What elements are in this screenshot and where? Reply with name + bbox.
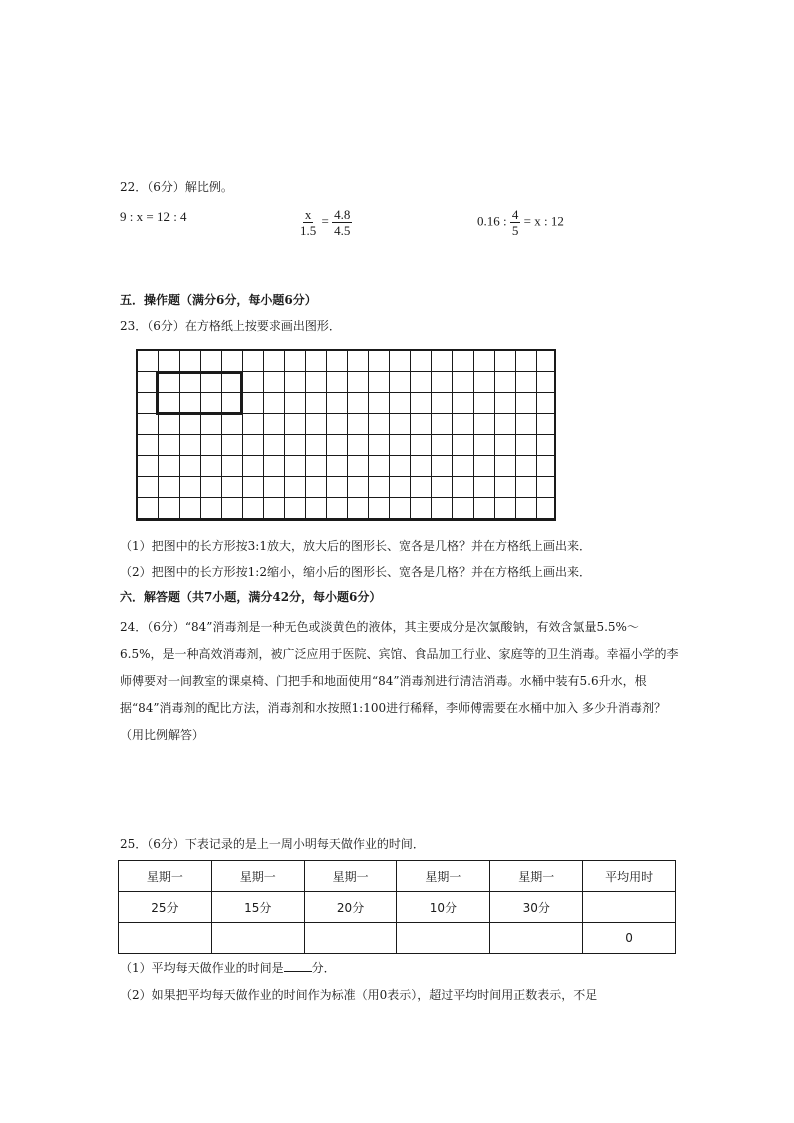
q22-equation-1: 9 : x = 12 : 4 — [120, 209, 187, 224]
q25-sub-1-suffix: 分． — [311, 961, 336, 975]
table-cell-blank[interactable] — [119, 923, 212, 954]
header-cell: 星期一 — [304, 861, 397, 892]
given-rectangle — [156, 371, 243, 415]
table-cell: 0 — [583, 923, 676, 954]
table-row — [119, 923, 676, 954]
table-cell: 20分 — [304, 892, 397, 923]
header-cell: 星期一 — [119, 861, 212, 892]
table-header-row — [119, 861, 676, 892]
table-row — [119, 892, 676, 923]
table-cell-blank[interactable] — [304, 923, 397, 954]
table-cell: 30分 — [490, 892, 583, 923]
numerator: x — [304, 207, 312, 222]
numerator: 4 — [511, 207, 519, 222]
q25-sub-2: （2）如果把平均每天做作业的时间作为标准（用0表示），超过平均时间用正数表示，不足 — [120, 988, 598, 1002]
header-cell: 星期一 — [211, 861, 304, 892]
fraction — [298, 207, 318, 238]
q25-sub-1 — [120, 959, 336, 976]
table-cell: 15分 — [211, 892, 304, 923]
q23-sub-2: （2）把图中的长方形按1:2缩小，缩小后的图形长、宽各是几格？并在方格纸上画出来． — [120, 565, 591, 579]
q22-equation-3 — [477, 207, 564, 238]
eq3-right: = x : 12 — [523, 213, 564, 229]
q22-title: 22．（6分）解比例。 — [120, 180, 233, 194]
q25-title: 25．（6分）下表记录的是上一周小明每天做作业的时间． — [120, 837, 425, 851]
section-5-title: 五．操作题（满分6分，每小题6分） — [120, 293, 317, 307]
header-cell: 星期一 — [397, 861, 490, 892]
table-cell: 25分 — [119, 892, 212, 923]
homework-time-table — [118, 860, 676, 954]
section-6-title: 六．解答题（共7小题，满分42分，每小题6分） — [120, 590, 382, 604]
denominator: 1.5 — [300, 223, 317, 238]
denominator: 5 — [511, 223, 519, 238]
numerator: 4.8 — [334, 207, 351, 222]
table-cell: 10分 — [397, 892, 490, 923]
header-cell: 星期一 — [490, 861, 583, 892]
denominator: 4.5 — [334, 223, 351, 238]
q24-text: 24．（6分）“84”消毒剂是一种无色或淡黄色的液体，其主要成分是次氯酸钠，有效含氯量5.5%～6.5%，是一种高效消毒剂，被广泛应用于医院、宾馆、食品加工行业、家庭等的卫生消毒。幸福小学的李师傅要对一间教室的课桌椅、门把手和地面使用“84”消毒剂进行清洁消毒。水桶中装有5.6升水，根据“84”消毒剂的配比方法，消毒剂和水按照1:100进行稀释，李师傅需要在水桶中加入 多少升消毒剂？（用比例解答） — [120, 620, 679, 742]
q25-sub-1-prefix: （1）平均每天做作业的时间是 — [120, 961, 284, 975]
fraction — [510, 207, 521, 238]
header-cell: 平均用时 — [583, 861, 676, 892]
equals-sign: = — [321, 213, 329, 229]
eq3-left: 0.16 : — [477, 213, 507, 229]
answer-blank[interactable] — [284, 959, 312, 972]
fraction — [332, 207, 352, 238]
table-cell-blank[interactable] — [397, 923, 490, 954]
q23-title: 23．（6分）在方格纸上按要求画出图形． — [120, 319, 341, 333]
q23-sub-1: （1）把图中的长方形按3:1放大，放大后的图形长、宽各是几格？并在方格纸上画出来． — [120, 539, 591, 553]
table-cell-blank[interactable] — [490, 923, 583, 954]
table-cell-blank[interactable] — [211, 923, 304, 954]
q22-equation-2 — [298, 207, 352, 238]
table-cell-blank[interactable] — [583, 892, 676, 923]
